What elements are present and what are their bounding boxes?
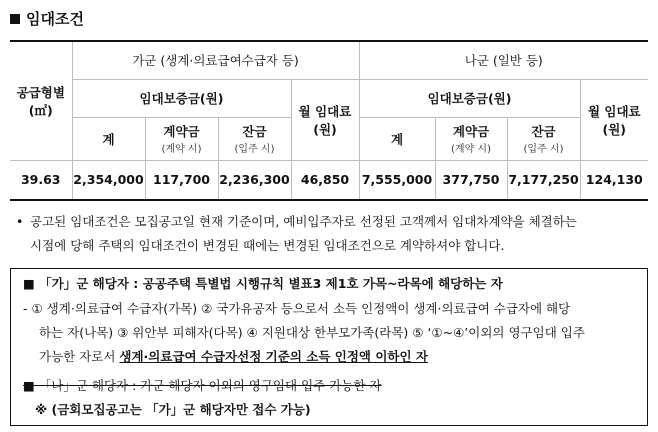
income-criteria-emphasis: 생계·의료급여 수급자선정 기준의 소득 인정액 이하인 자 <box>119 349 428 364</box>
group-b-total-cell: 7,555,000 <box>359 160 435 200</box>
group-a-desc-line-3: 가능한 자로서 생계·의료급여 수급자선정 기준의 소득 인정액 이하인 자 <box>39 349 428 364</box>
group-a-monthly-cell: 46,850 <box>291 160 359 200</box>
supply-type-cell: 39.63 <box>10 160 72 200</box>
group-a-desc-line-2: 하는 자(나목) ③ 위안부 피해자(다목) ④ 지원대상 한부모가족(라목) ⑤ ‘①~④’이외의 영구임대 입주 <box>39 325 585 340</box>
group-b-title: ■ 「나」군 해당자 : 가군 해당자 이외의 영구임대 입주 가능한 자 <box>23 378 382 393</box>
group-a-monthly-rent-header: 월 임대료 (원) <box>291 79 359 160</box>
group-a-balance-header: 잔금 (입주 시) <box>218 117 291 160</box>
group-b-contract-header: 계약금 (계약 시) <box>435 117 507 160</box>
supply-type-header: 공급형별 (㎡) <box>10 41 72 160</box>
group-b-monthly-rent-header: 월 임대료 (원) <box>580 79 648 160</box>
group-b-deposit-header: 임대보증금(원) <box>359 79 580 117</box>
footnote: ※ (금회모집공고는 「가」군 해당자만 접수 가능) <box>35 402 311 417</box>
group-b-contract-cell: 377,750 <box>435 160 507 200</box>
group-b-balance-cell: 7,177,250 <box>507 160 580 200</box>
group-b-monthly-cell: 124,130 <box>580 160 648 200</box>
group-a-deposit-header: 임대보증금(원) <box>72 79 291 117</box>
section-heading <box>10 8 84 29</box>
group-a-desc-line-1: - ① 생계·의료급여 수급자(가목) ② 국가유공자 등으로서 소득 인정액이 생계·의료급여 수급자에 해당 <box>23 301 571 316</box>
group-a-balance-cell: 2,236,300 <box>218 160 291 200</box>
eligibility-box <box>10 268 648 426</box>
table-row <box>10 160 648 200</box>
group-a-total-header: 계 <box>72 117 145 160</box>
notice-paragraph <box>18 210 648 258</box>
group-a-total-cell: 2,354,000 <box>72 160 145 200</box>
group-a-header: 가군 (생계·의료급여수급자 등) <box>72 41 359 79</box>
notice-line-2: 시점에 당해 주택의 임대조건이 변경된 때에는 변경된 임대조건으로 계약하셔야 합니다. <box>30 238 505 253</box>
group-a-contract-header: 계약금 (계약 시) <box>145 117 218 160</box>
section-title: 임대조건 <box>26 10 84 28</box>
group-a-title: ■ 「가」군 해당자 : 공공주택 특별법 시행규칙 별표3 제1호 가목~라목에 해당하는 자 <box>23 276 503 291</box>
group-b-balance-header: 잔금 (입주 시) <box>507 117 580 160</box>
notice-bullet: • <box>16 214 24 229</box>
group-b-header: 나군 (일반 등) <box>359 41 648 79</box>
notice-line-1: 공고된 임대조건은 모집공고일 현재 기준이며, 예비입주자로 선정된 고객께서 임대차계약을 체결하는 <box>30 214 577 229</box>
square-bullet-icon <box>10 14 20 24</box>
rent-conditions-table <box>10 40 648 201</box>
group-b-total-header: 계 <box>359 117 435 160</box>
group-a-contract-cell: 117,700 <box>145 160 218 200</box>
